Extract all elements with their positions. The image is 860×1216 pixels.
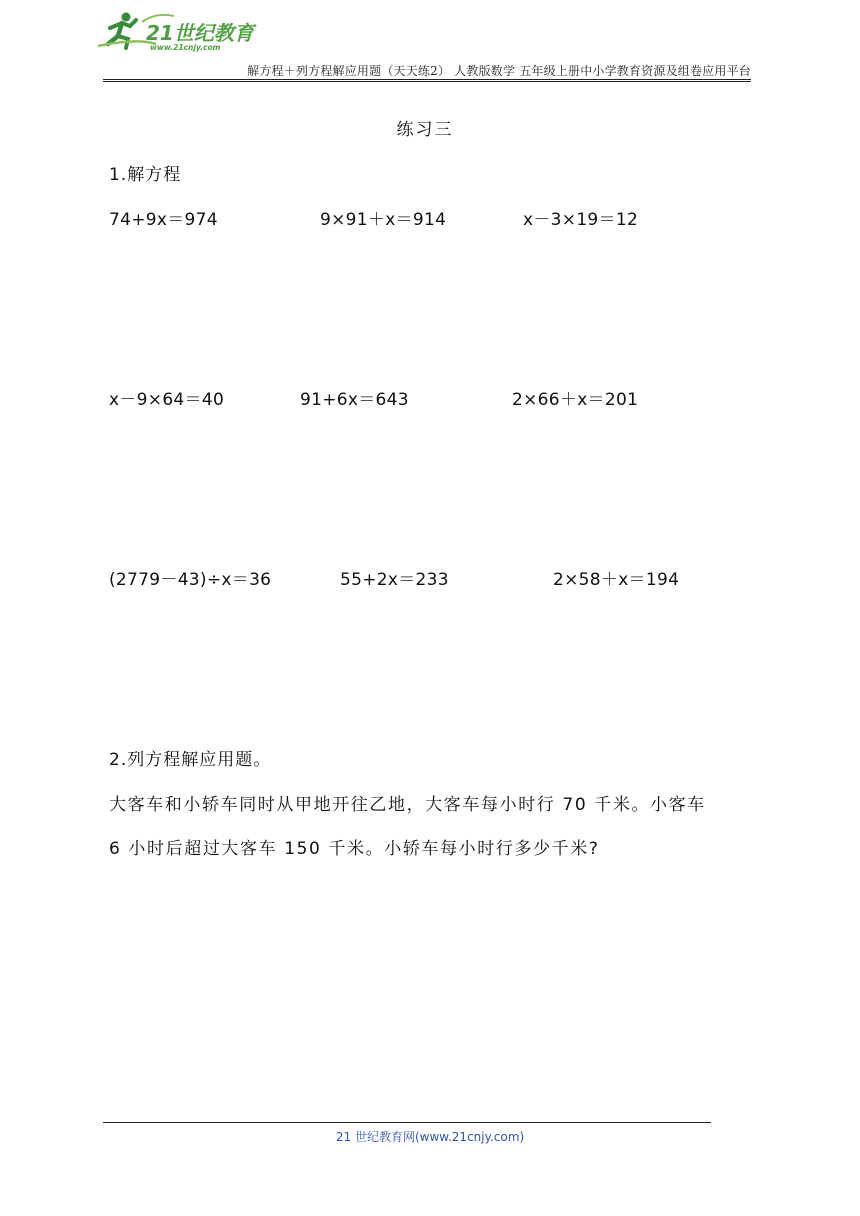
header-text: 解方程＋列方程解应用题（天天练2） 人教版数学 五年级上册中小学教育资源及组卷应用平台 (247, 64, 751, 78)
section1-heading: 1.解方程 (109, 165, 182, 185)
equation: (2779－43)÷x＝36 (109, 570, 272, 590)
equation: 2×58＋x＝194 (553, 570, 680, 590)
equation: 55+2x＝233 (340, 570, 449, 590)
equation: x－3×19＝12 (523, 210, 639, 230)
problem-text-line1: 大客车和小轿车同时从甲地开往乙地，大客车每小时行 70 千米。小客车 (109, 795, 706, 815)
footer-text[interactable]: 21 世纪教育网(www.21cnjy.com) (335, 1130, 525, 1144)
section2-heading: 2.列方程解应用题。 (109, 750, 272, 770)
footer-divider (103, 1122, 711, 1123)
runner-logo-icon (96, 8, 266, 52)
header-divider (103, 79, 751, 80)
page-title: 练习三 (396, 120, 454, 140)
header-divider-inner (103, 81, 751, 82)
equation: x－9×64＝40 (109, 390, 225, 410)
equation: 2×66＋x＝201 (512, 390, 639, 410)
equation: 9×91＋x＝914 (320, 210, 447, 230)
logo-url: www.21cnjy.com (150, 43, 221, 52)
equation: 91+6x＝643 (300, 390, 409, 410)
logo-text: 21世纪教育 (146, 21, 254, 45)
equation: 74+9x＝974 (109, 210, 218, 230)
problem-text-line2: 6 小时后超过大客车 150 千米。小轿车每小时行多少千米? (109, 839, 600, 859)
site-logo (96, 8, 266, 52)
